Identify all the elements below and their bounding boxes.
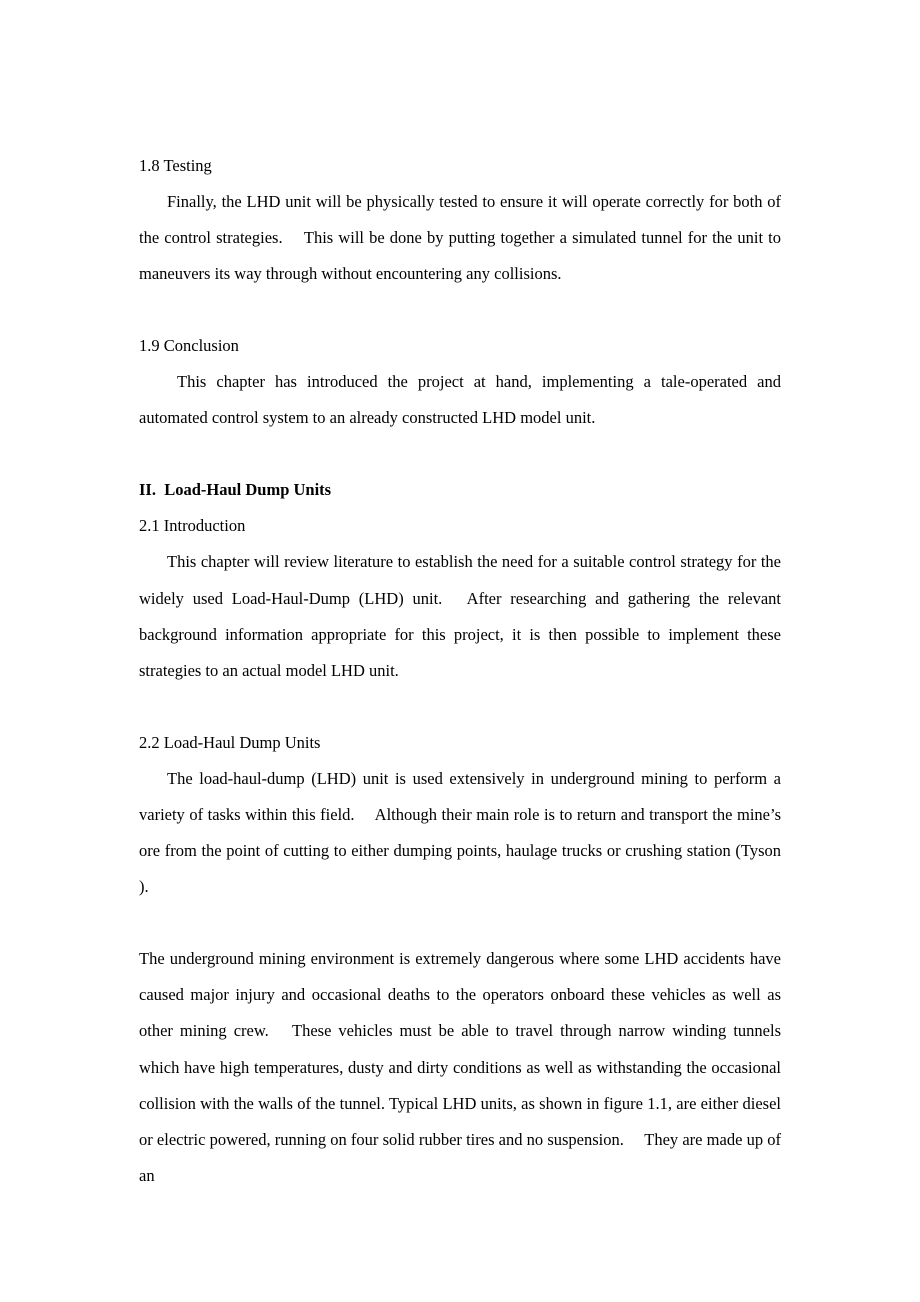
paragraph-mining-environment: The underground mining environment is extremely dangerous where some LHD accidents have caused major injury and occasional deaths to the operators onboard these vehicles as well as other mining crew. These vehicles must be able to travel through narrow winding tunnels which have high temperatures, dusty and dirty conditions as well as withstanding the occasional collision with the walls of the tunnel. Typical LHD units, as shown in figure 1.1, are either diesel or electric powered, running on four solid rubber tires and no suspension. They are made up of an (139, 949, 781, 1185)
spacer (139, 436, 781, 472)
section-heading-1-9: 1.9 Conclusion (139, 336, 239, 356)
section-heading-1-8: 1.8 Testing (139, 156, 212, 175)
spacer (139, 689, 781, 725)
spacer (139, 292, 781, 328)
section-heading-2-2: 2.2 Load-Haul Dump Units (139, 732, 321, 752)
paragraph-conclusion: This chapter has introduced the project at hand, implementing a tale-operated and automated control system to an already constructed LHD model unit. (139, 372, 781, 428)
paragraph-introduction: This chapter will review literature to establish the need for a suitable control strategy for the widely used Load-Haul-Dump (LHD) unit. After researching and gathering the relevant background information appropriate for this project, it is then possible to implement these strategies to an actual model LHD unit. (139, 552, 781, 680)
paragraph-testing: Finally, the LHD unit will be physically tested to ensure it will operate correctly for both of the control strategies. This will be done by putting together a simulated tunnel for the unit to maneuvers its way through without encountering any collisions. (139, 192, 781, 284)
spacer (139, 905, 781, 941)
paragraph-lhd-units: The load-haul-dump (LHD) unit is used extensively in underground mining to perform a variety of tasks within this field. Although their main role is to return and transport the mine’s ore from the point of cutting to either dumping points, haulage trucks or crushing station (Tyson ). (139, 768, 781, 897)
body-text (139, 148, 781, 1194)
chapter-title: II. Load-Haul Dump Units (139, 480, 332, 500)
section-heading-2-1: 2.1 Introduction (139, 516, 246, 536)
